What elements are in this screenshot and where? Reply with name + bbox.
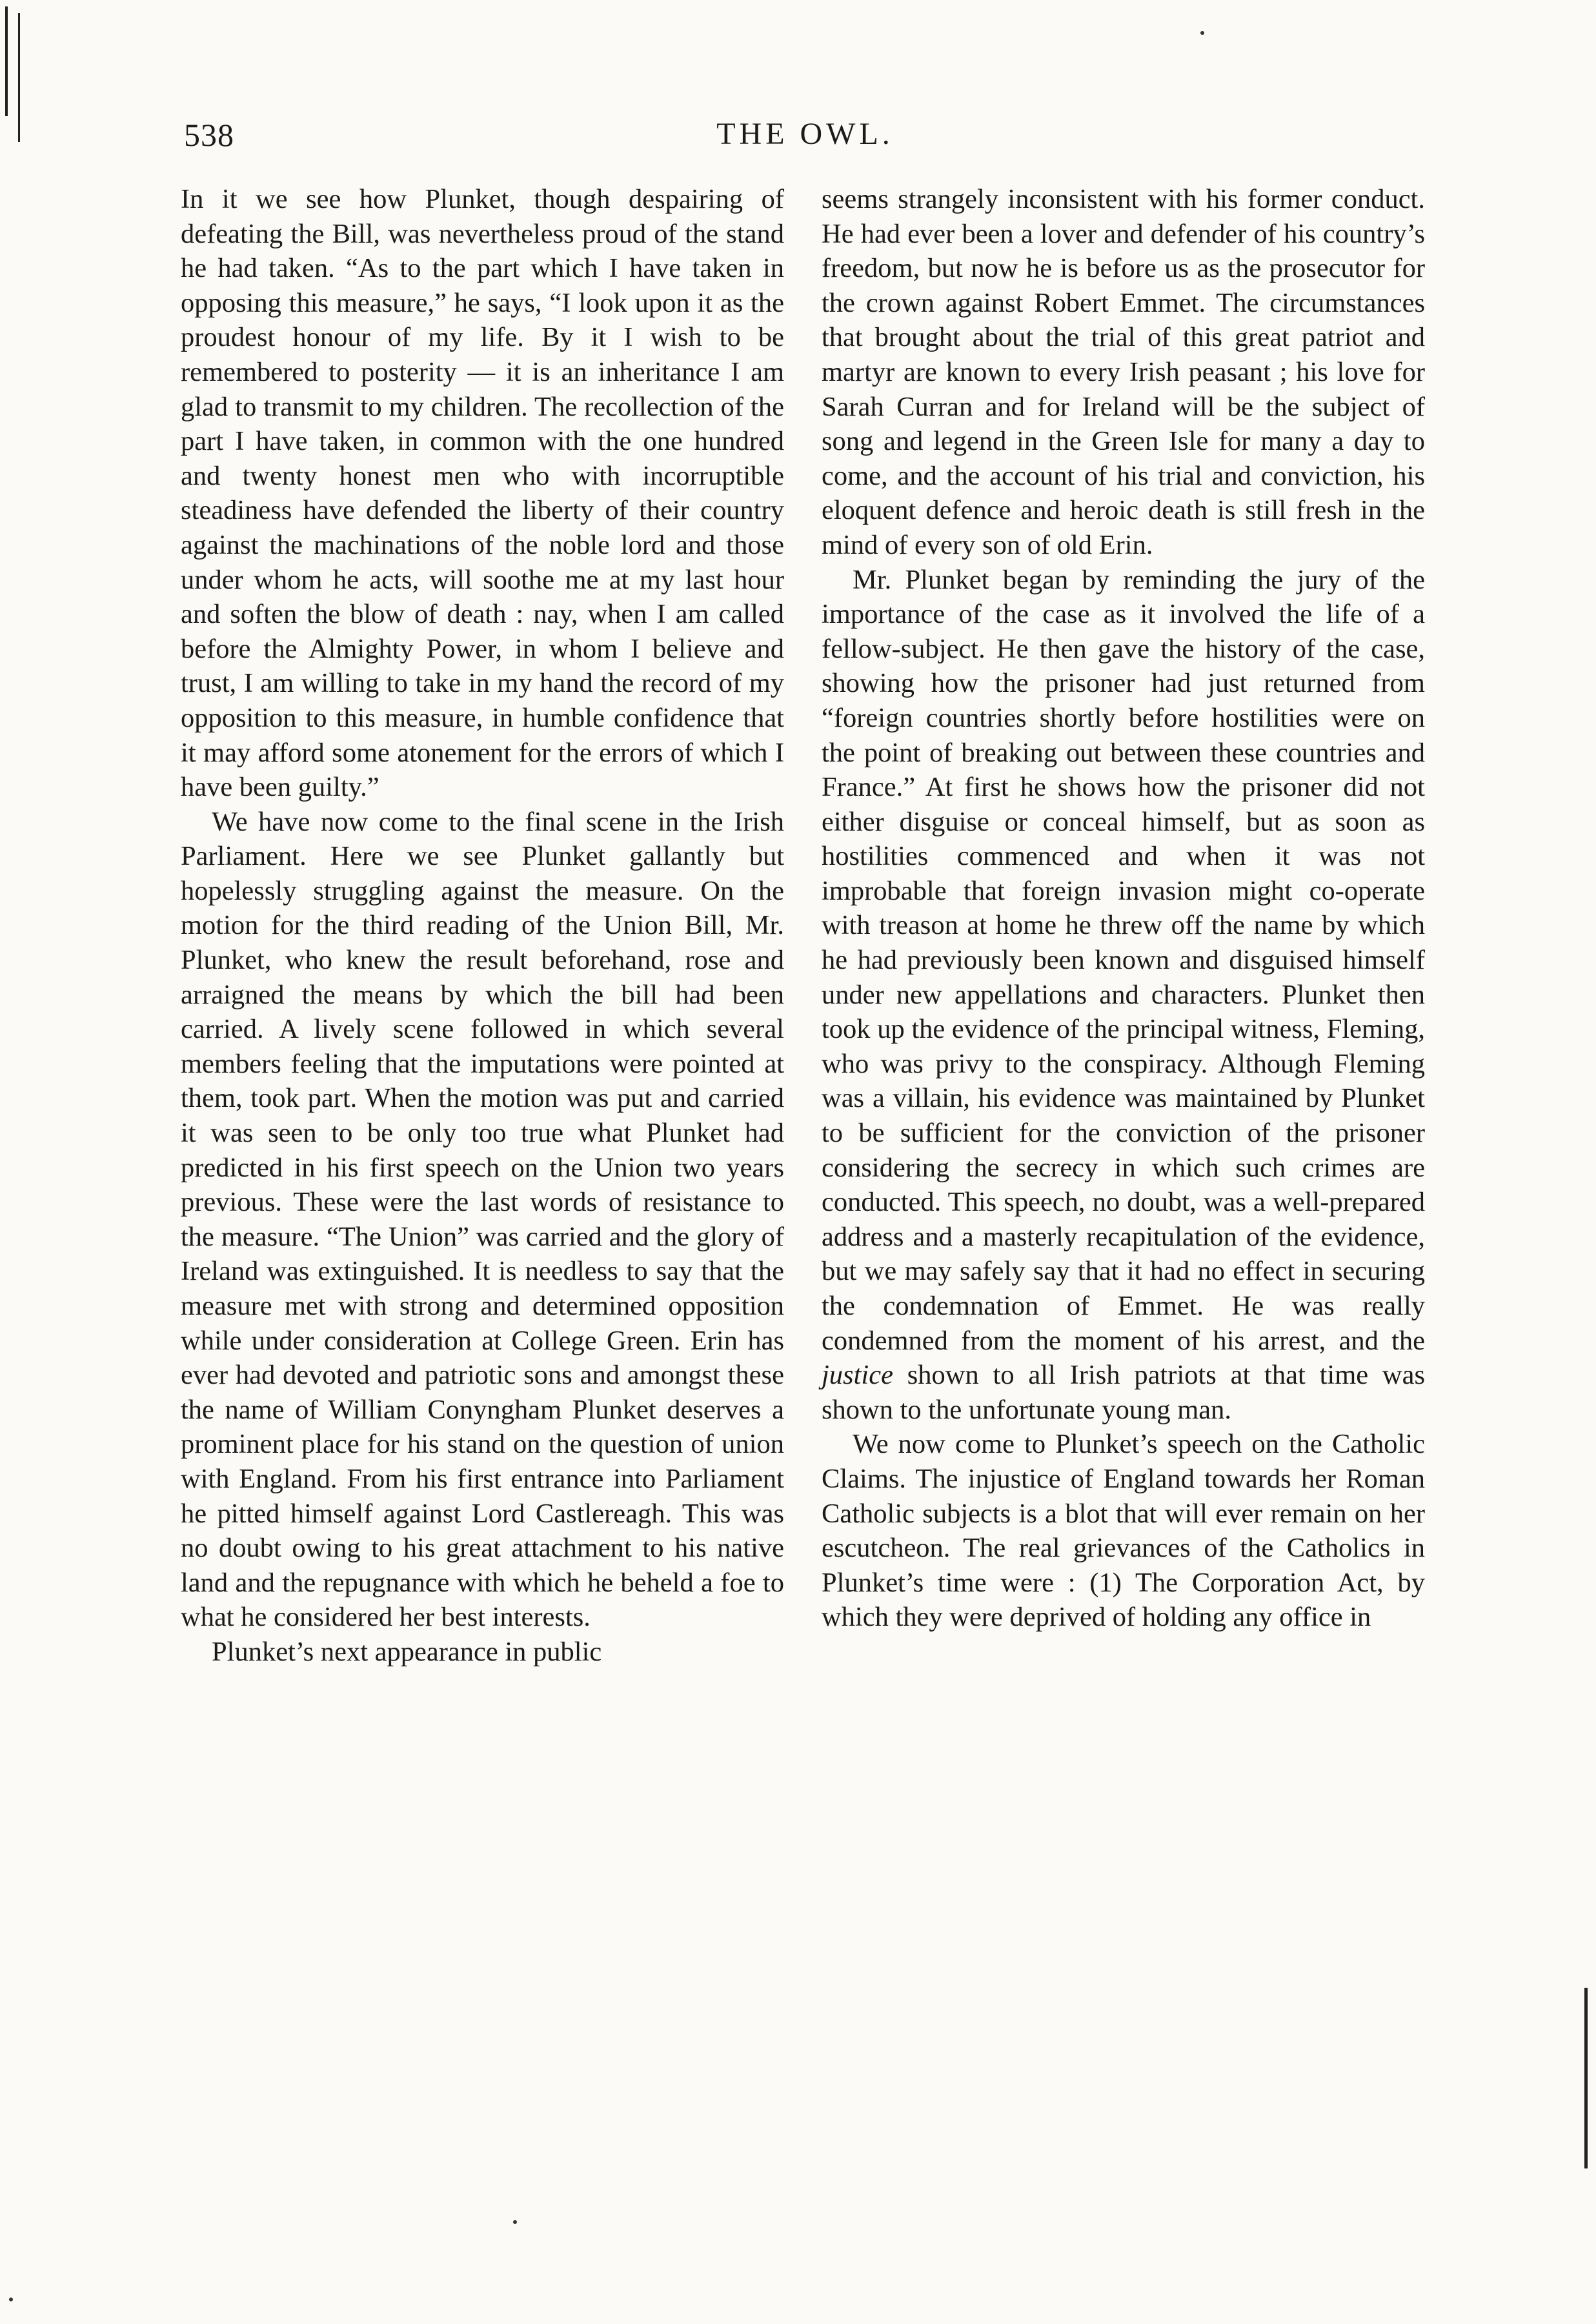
- scan-edge-mark: [18, 13, 20, 142]
- running-title: THE OWL.: [716, 117, 894, 151]
- right-column: [822, 182, 1425, 1635]
- paragraph: We have now come to the final scene in the Irish Parliament. Here we see Plunket gallantly but hopelessly struggling against the measure. On the motion for the third reading of the Union Bill, Mr. Plunket, who knew the result beforehand, rose and arraigned the means by which the bill had been carried. A lively scene followed in which several members feeling that the imputations were pointed at them, took part. When the motion was put and carried it was seen to be only too true what Plunket had predicted in his first speech on the Union two years previous. These were the last words of resistance to the measure. “The Union” was carried and the glory of Ireland was extinguished. It is needless to say that the measure met with strong and determined opposition while under consideration at College Green. Erin has ever had devoted and patriotic sons and amongst these the name of William Conyngham Plunket deserves a prominent place for his stand on the question of union with England. From his first entrance into Parliament he pitted himself against Lord Castlereagh. This was no doubt owing to his great attachment to his native land and the repugnance with which he beheld a foe to what he considered her best interests.: [181, 806, 784, 1633]
- paragraph: We now come to Plunket’s speech on the Catholic Claims. The injustice of England towards her Roman Catholic subjects is a blot that will ever remain on her escutcheon. The real grievances of the Catholics in Plunket’s time were : (1) The Corporation Act, by which they were deprived of holding any office in: [822, 1429, 1425, 1633]
- scan-edge-mark: [1584, 1988, 1588, 2168]
- page-number: 538: [184, 117, 234, 153]
- paragraph-text: shown to all Irish patriots at that time was shown to the unfortunate young man.: [822, 1360, 1426, 1425]
- scan-speck: [9, 2298, 13, 2301]
- left-column: [181, 182, 784, 1670]
- emphasized-word: justice: [822, 1360, 893, 1391]
- paragraph-text: Mr. Plunket began by reminding the jury of the importance of the case as it involved the life of a fellow-subject. He then gave the history of the case, showing how the prisoner had just returned from “foreign countries shortly before hostilities were on the point of breaking out between these countries and France.” At first he shows how the prisoner did not either disguise or conceal himself, but as soon as hostilities commenced and when it was not improbable that foreign invasion might co-operate with treason at home he threw off the name by which he had previously been known and disguised himself under new appellations and characters. Plunket then took up the evidence of the principal witness, Fleming, who was privy to the conspiracy. Although Fleming was a villain, his evidence was maintained by Plunket to be sufficient for the conviction of the prisoner considering the secrecy in which such crimes are conducted. This speech, no doubt, was a well-prepared address and a masterly recapitulation of the evidence, but we may safely say that it had no effect in securing the condemnation of Emmet. He was really condemned from the moment of his arrest, and the: [822, 564, 1425, 1356]
- paragraph: In it we see how Plunket, though despairing of defeating the Bill, was nevertheless proud of the stand he had taken. “As to the part which I have taken in opposing this measure,” he says, “I look upon it as the proudest honour of my life. By it I wish to be remembered to posterity — it is an inheritance I am glad to transmit to my children. The recollection of the part I have taken, in common with the one hundred and twenty honest men who with incorruptible steadiness have defended the liberty of their country against the machinations of the noble lord and those under whom he acts, will soothe me at my last hour and soften the blow of death : nay, when I am called before the Almighty Power, in whom I believe and trust, I am willing to take in my hand the record of my opposition to this measure, in humble confidence that it may afford some atonement for the errors of which I have been guilty.”: [181, 184, 784, 803]
- paragraph: [822, 563, 1425, 1428]
- scan-speck: [513, 2220, 517, 2224]
- scan-speck: [1200, 31, 1204, 35]
- page-header: [184, 116, 1426, 168]
- paragraph: Plunket’s next appearance in public: [212, 1636, 602, 1667]
- scan-edge-mark: [5, 6, 8, 116]
- paragraph: seems strangely inconsistent with his former conduct. He had ever been a lover and defender of his country’s freedom, but now he is before us as the prosecutor for the crown against Robert Emmet. The circumstances that brought about the trial of this great patriot and martyr are known to every Irish peasant ; his love for Sarah Curran and for Ireland will be the subject of song and legend in the Green Isle for many a day to come, and the account of his trial and conviction, his eloquent defence and heroic death is still fresh in the mind of every son of old Erin.: [822, 184, 1425, 560]
